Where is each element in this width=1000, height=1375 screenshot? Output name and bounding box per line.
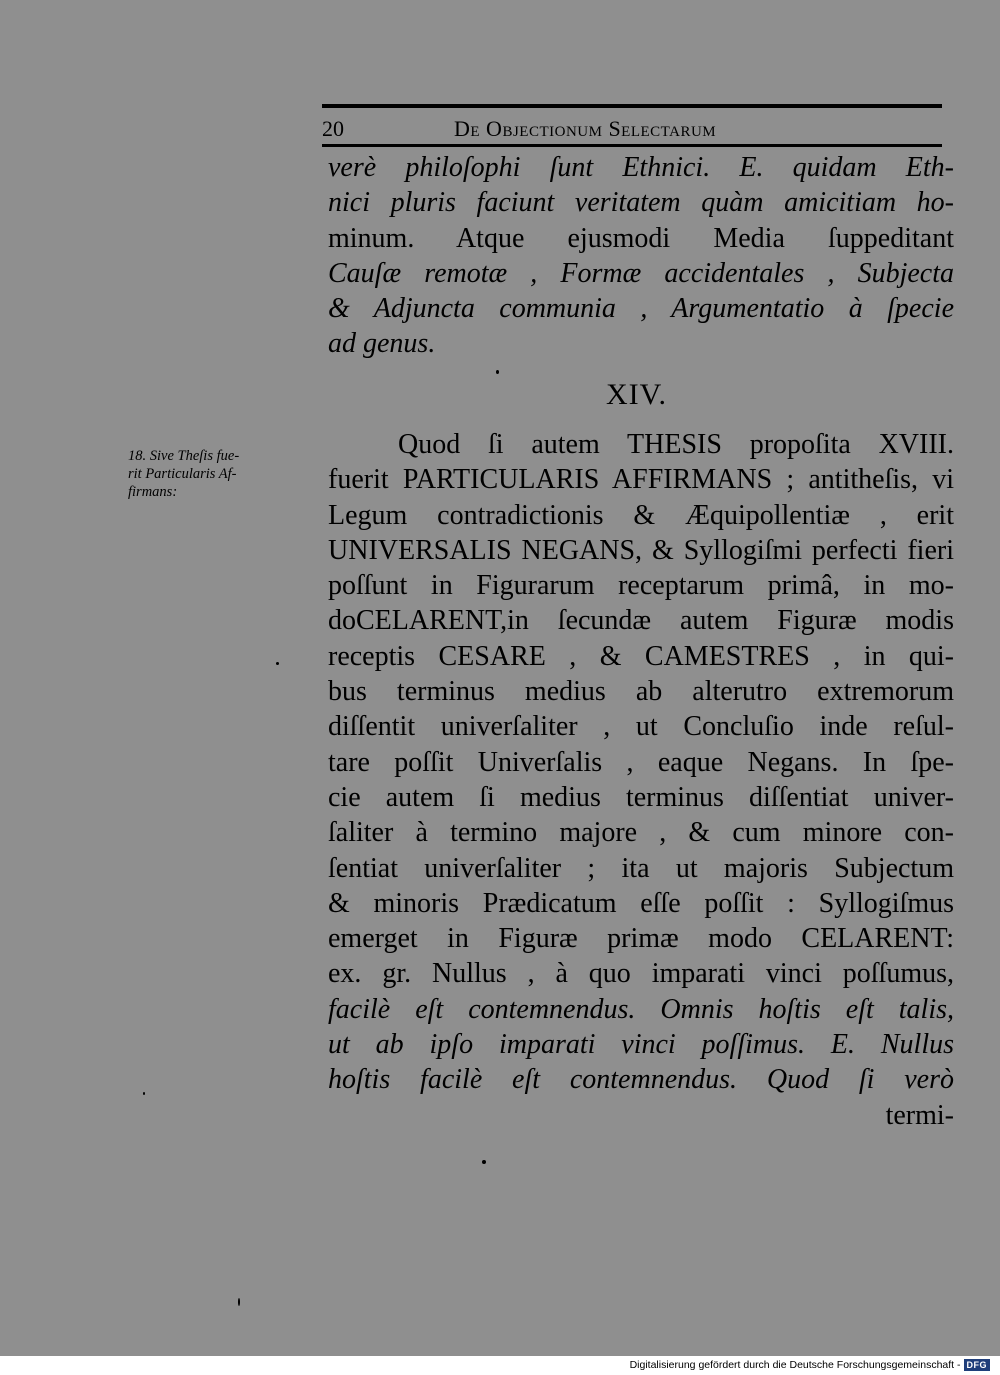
text-line: doCELARENT,in ſecundæ autem Figuræ modis [328, 605, 954, 637]
text-line: emerget in Figuræ primæ modo CELARENT: [328, 923, 954, 955]
text-line: & minoris Prædicatum eſſe poſſit : Syllogiſmus [328, 887, 954, 919]
top-paragraph [328, 150, 954, 362]
text-line: Cauſæ remotæ , Formæ accidentales , Subjecta [328, 257, 954, 289]
text-line: diſſentit univerſaliter , ut Concluſio inde reſul- [328, 711, 954, 743]
text-line: ex. gr. Nullus , à quo imparati vinci poſſumus, [328, 958, 954, 990]
header-rule-top [322, 104, 942, 108]
text-line: ſaliter à termino majore , & cum minore con- [328, 817, 954, 849]
text-line: UNIVERSALIS NEGANS, & Syllogiſmi perfecti fieri [328, 534, 954, 566]
margin-note [128, 447, 298, 501]
page-number: 20 [322, 116, 344, 141]
text-line: Quod ſi autem THESIS propoſita XVIII. [398, 429, 954, 460]
scan-speck [238, 1298, 240, 1306]
header-rule-bottom [322, 144, 942, 147]
running-head: De Objectionum Selectarum [454, 116, 717, 141]
text-line: & Adjuncta communia , Argumentatio à ſpecie [328, 293, 954, 325]
scan-speck [496, 370, 499, 374]
text-line: nici pluris faciunt veritatem quàm amicitiam ho- [328, 187, 954, 219]
text-line: poſſunt in Figurarum receptarum primâ, in mo- [328, 570, 954, 602]
text-line: Legum contradictionis & Æquipollentiæ , erit [328, 499, 954, 531]
scan-speck [143, 1092, 145, 1095]
margin-note-line: rit Particularis Af- [128, 466, 237, 482]
margin-note-line: 18. Sive Theſis fue- [128, 448, 240, 464]
text-line: ad genus. [328, 328, 436, 360]
scan-speck [482, 1160, 486, 1164]
text-line: bus terminus medius ab alterutro extremorum [328, 676, 954, 708]
page-header [322, 114, 942, 144]
text-line: minum. Atque ejusmodi Media ſuppeditant [328, 222, 954, 254]
footer-credit: Digitalisierung gefördert durch die Deutsche Forschungsgemeinschaft - [629, 1359, 961, 1371]
text-line: fuerit PARTICULARIS AFFIRMANS ; antitheſis, vi [328, 464, 954, 496]
text-line: tare poſſit Univerſalis , eaque Negans. In ſpe- [328, 746, 954, 778]
section-number: XIV. [606, 378, 667, 411]
scan-speck [276, 662, 279, 665]
catchword: termi- [885, 1099, 954, 1131]
text-line: hoſtis facilè eſt contemnendus. Quod ſi verò [328, 1064, 954, 1096]
main-paragraph [328, 427, 954, 1133]
text-line: cie autem ſi medius terminus diſſentiat univer- [328, 781, 954, 813]
text-line: ſentiat univerſaliter ; ita ut majoris Subjectum [328, 852, 954, 884]
dfg-logo: DFG [964, 1359, 991, 1371]
text-line: facilè eſt contemnendus. Omnis hoſtis eſt talis, [328, 993, 954, 1025]
text-line: verè philoſophi ſunt Ethnici. E. quidam Eth- [328, 152, 954, 183]
digitization-footer [630, 1357, 990, 1373]
text-line: ut ab ipſo imparati vinci poſſimus. E. Nullus [328, 1029, 954, 1061]
margin-note-line: firmans: [128, 484, 178, 500]
text-line: receptis CESARE , & CAMESTRES , in qui- [328, 640, 954, 672]
